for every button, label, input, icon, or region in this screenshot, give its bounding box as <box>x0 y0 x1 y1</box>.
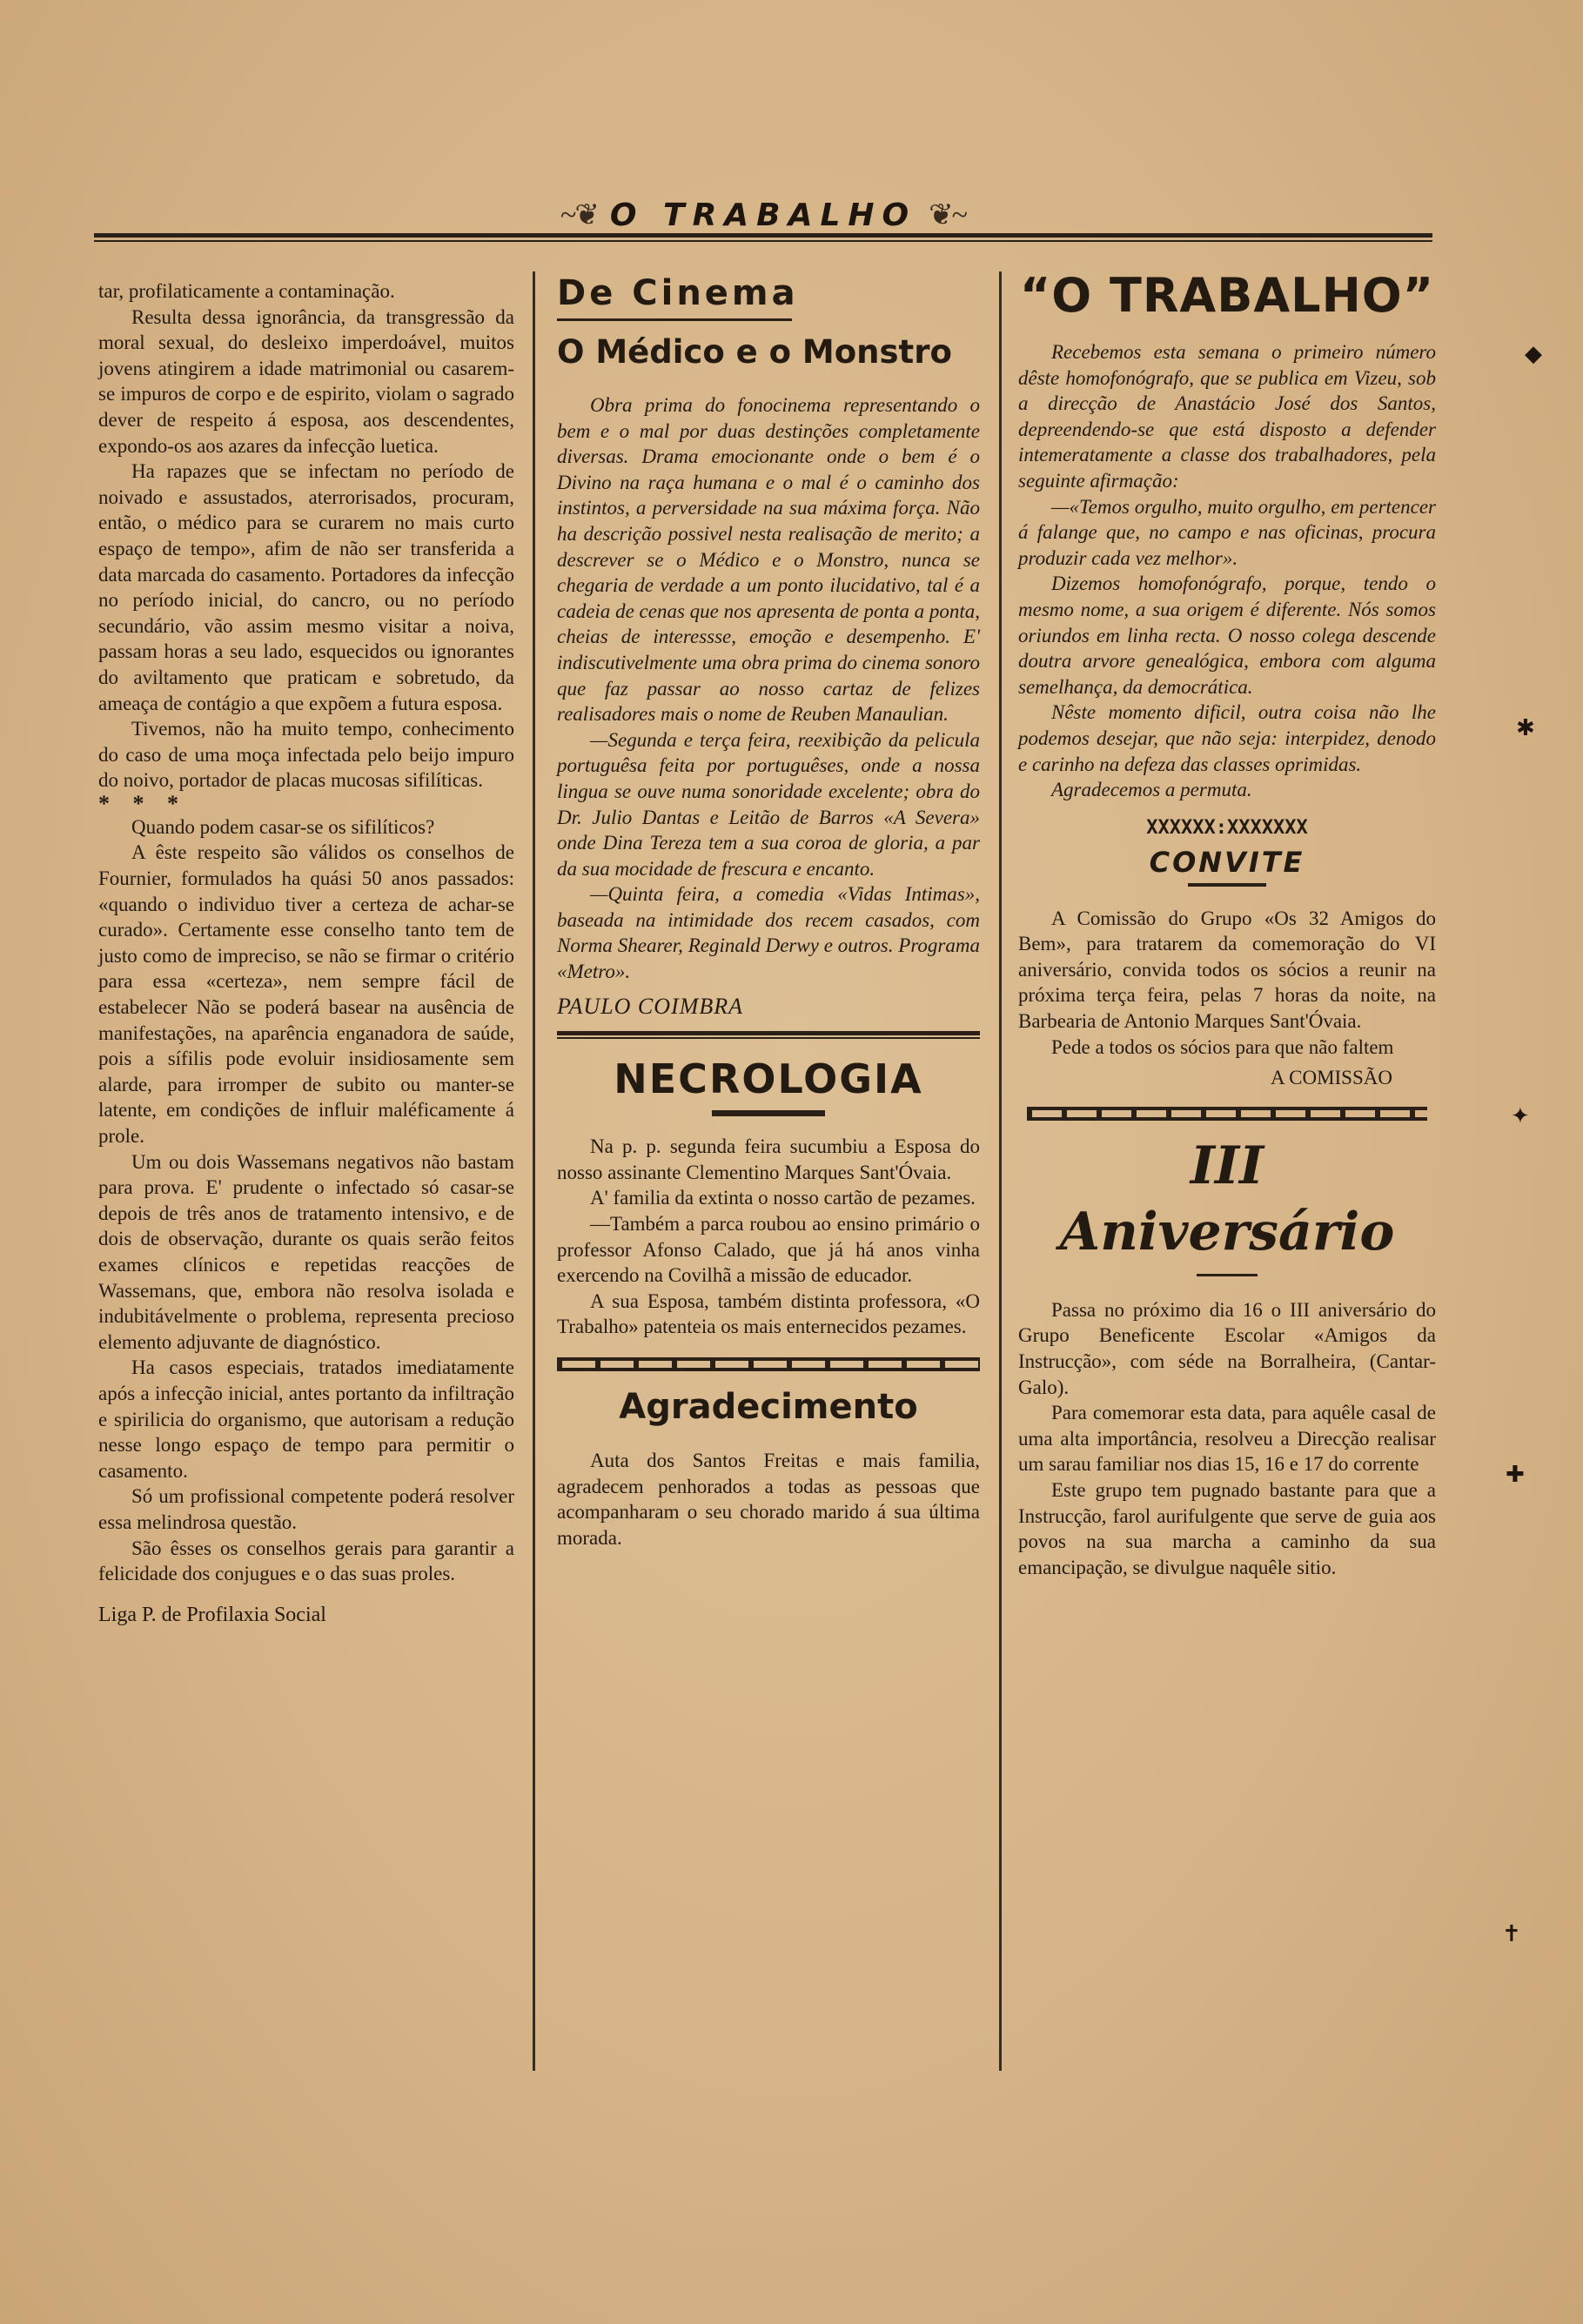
margin-mark-icon: ✦ <box>1511 1103 1530 1129</box>
paragraph: Só um profissional competente poderá resolver essa melindrosa questão. <box>98 1485 514 1533</box>
article-signature: PAULO COIMBRA <box>557 993 744 1019</box>
paragraph: Auta dos Santos Freitas e mais familia, agradecem penhorados a todas as pessoas que acompanharam o seu chorado marido á sua última morada. <box>557 1450 980 1549</box>
section-heading-cinema: De Cinema <box>557 273 799 313</box>
paragraph: Ha casos especiais, tratados imediatamente após a infecção inicial, antes portanto da infiltração e spirilicia do organismo, que autorisam a redução nesse longo espaço de tempo para permitir o casamento. <box>98 1356 514 1482</box>
paragraph: —Também a parca roubou ao ensino primário o professor Afonso Calado, que já há anos vinha exercendo na Covilhã a missão de educador. <box>557 1213 980 1287</box>
chain-ornament-rule <box>1027 1107 1427 1121</box>
margin-mark-icon: ✱ <box>1516 715 1535 741</box>
paragraph: São êsses os conselhos gerais para garantir a felicidade dos conjugues e o das suas proles. <box>98 1537 514 1585</box>
paragraph-question: Quando podem casar-se os sifilíticos? <box>131 815 435 838</box>
section-separator-stars: * * * <box>98 790 187 816</box>
masthead-rule <box>94 233 1432 238</box>
masthead <box>94 193 1432 237</box>
margin-mark-icon: ✝ <box>1502 1921 1521 1947</box>
paragraph: Dizemos homofonógrafo, porque, tendo o mesmo nome, a sua origem é diferente. Nós somos oriundos em linha recta. O nosso colega descende doutra arvore genealógica, embora com alguma semelhança, da democrática. <box>1018 573 1436 698</box>
column-cinema <box>557 273 980 1550</box>
paragraph: A êste respeito são válidos os conselhos de Fournier, formulados ha quási 50 anos passados: «quando o individuo tiver a certeza de achar-se curado». Certamente esse conselho tanto tem de justo como de impreciso, se não se firmar o critério para essa «certeza», nem sempre fácil de estabelecer Não se poderá basear na ausência de manifestações, na aparência enganadora de saúde, pois a sífilis pode evoluir insidiosamente sem alarde, para irromper de subito ou manter-se latente, em condições de influir maléficamente á prole. <box>98 841 514 1147</box>
paragraph: Resulta dessa ignorância, da transgressão da moral sexual, do desleixo imperdoável, muitos jovens atingirem a idade matrimonial ou casarem-se impuros de corpo e de espirito, violam o sagrado dever de respeito á esposa, aos descendentes, expondo-os aos azares da infecção luetica. <box>98 305 514 457</box>
paragraph: Nêste momento dificil, outra coisa não lhe podemos desejar, que não seja: interpidez, denodo e carinho na defeza das classes oprimidas. <box>1018 701 1436 775</box>
heading-bar <box>1197 1274 1258 1276</box>
convite-signature: A COMISSÃO <box>1271 1067 1392 1089</box>
paragraph: Obra prima do fonocinema representando o bem e o mal por duas destinções completamente diversas. Drama emocionante onde o bem é o Divino na raça humana e o mal é o caminho dos instintos, a perversidade na sua máxima força. Não ha descrição possivel nesta realisação de merito; a descrever se o Médico e o Monstro, nunca se chegaria de verdade a um ponto ilucidativo, tal é a cadeia de cenas que nos apresenta de ponta a ponta, cheias de interessse, emoção e desempenho. E' indiscutivelmente uma obra prima do cinema sonoro que faz passar ao nosso cartaz de felizes realisadores mais o nome de Reuben Manaulian. <box>557 394 980 726</box>
film-title: O Médico e o Monstro <box>557 333 952 371</box>
section-heading-agradecimento: Agradecimento <box>619 1387 918 1427</box>
margin-mark-icon: ✚ <box>1506 1462 1525 1488</box>
paragraph: Na p. p. segunda feira sucumbiu a Esposa do nosso assinante Clementino Marques Sant'Óvaia. <box>557 1135 980 1183</box>
section-heading-necrologia: NECROLOGIA <box>614 1055 923 1103</box>
section-rule <box>557 1031 980 1035</box>
paragraph: Um ou dois Wassemans negativos não bastam para prova. E' prudente o infectado só casar-se depois de três anos de tratamento intensivo, e de dois de observação, durante os quais serão feitos exames clínicos e repetidas reacções de Wassemans, que, embora não resolva isolada e indubitávelmente o problema, representa precioso elemento adjuvante de diagnóstico. <box>98 1150 514 1353</box>
paragraph: A sua Esposa, também distinta professora, «O Trabalho» patenteia os mais enternecidos pezames. <box>557 1289 980 1338</box>
article-signature: Liga P. de Profilaxia Social <box>98 1603 326 1626</box>
section-heading-o-trabalho: “O TRABALHO” <box>1019 268 1435 323</box>
paragraph: A' familia da extinta o nosso cartão de pezames. <box>590 1187 976 1209</box>
column-o-trabalho <box>1018 270 1436 1580</box>
right-ornament: ❦~ <box>929 199 967 231</box>
heading-bar <box>712 1110 825 1116</box>
paragraph: A Comissão do Grupo «Os 32 Amigos do Bem», para tratarem da comemoração do VI aniversário, convida todos os sócios a reunir na próxima terça feira, pelas 7 horas da noite, na Barbearia de Antonio Marques Sant'Óvaia. <box>1018 907 1436 1033</box>
section-heading-aniversario: III Aniversário <box>1059 1135 1395 1262</box>
column-profilaxia <box>98 278 514 1628</box>
heading-bar <box>1188 883 1266 887</box>
paragraph: Tivemos, não ha muito tempo, conhecimento do caso de uma moça infectada pelo beijo impuro do noivo, portador de placas mucosas sifilíticas. <box>98 718 514 792</box>
paragraph: Agradecemos a permuta. <box>1051 779 1252 801</box>
x-ornament-rule: XXXXXX:XXXXXXX <box>1146 816 1308 839</box>
paragraph: Para comemorar esta data, para aquêle casal de uma alta importância, resolveu a Direcção realisar um sarau familiar nos dias 15, 16 e 17 do corrente <box>1018 1402 1436 1476</box>
paragraph: Ha rapazes que se infectam no período de noivado e assustados, aterrorisados, procuram, então, o médico para se curarem no mais curto espaço de tempo», afim de não ser transferida a data marcada do casamento. Portadores da infecção no período inicial, do cancro, ou no período secundário, vão assim mesmo visitar a noiva, passam horas a seu lado, esquecidos ou ignorantes do aviltamento que praticam e sobretudo, da ameaça de contágio a que expõem a futura esposa. <box>98 460 514 714</box>
heading-underline <box>557 318 792 321</box>
paragraph: Este grupo tem pugnado bastante para que a Instrucção, farol aurifulgente que serve de guia aos povos na sua marcha a caminho da sua emancipação, se divulgue naquêle sitio. <box>1018 1479 1436 1578</box>
left-ornament: ~❦ <box>560 199 598 231</box>
paragraph: Pede a todos os sócios para que não faltem <box>1051 1035 1394 1058</box>
paragraph: —«Temos orgulho, muito orgulho, em pertencer á falange que, no campo e nas oficinas, procura produzir cada vez melhor». <box>1018 495 1436 569</box>
section-rule-thin <box>557 1037 980 1039</box>
masthead-rule-thin <box>94 240 1432 242</box>
section-heading-convite: CONVITE <box>1149 845 1305 879</box>
paragraph: tar, profilaticamente a contaminação. <box>98 280 395 302</box>
paragraph: Passa no próximo dia 16 o III aniversário do Grupo Beneficente Escolar «Amigos da Instrucção», com séde na Borralheira, (Cantar-Galo). <box>1018 1298 1436 1398</box>
masthead-title: O TRABALHO <box>609 197 917 233</box>
column-divider-2 <box>999 271 1002 2071</box>
chain-ornament-rule <box>557 1357 980 1371</box>
paragraph: —Segunda e terça feira, reexibição da pelicula portuguêsa feita por portuguêses, onde a nossa lingua se ouve numa sonoridade excelente; obra do Dr. Julio Dantas e Leitão de Barros «A Severa» onde Dina Tereza tem a sua coroa de gloria, a par da sua mocidade de frescura e encanto. <box>557 728 980 880</box>
margin-mark-icon: ◆ <box>1525 341 1542 367</box>
paragraph: —Quinta feira, a comedia «Vidas Intimas», baseada na intimidade dos recem casados, com Norma Shearer, Reginald Derwy e outros. Programa «Metro». <box>557 883 980 983</box>
paragraph: Recebemos esta semana o primeiro número dêste homofonógrafo, que se publica em Vizeu, sob a direcção de Anastácio José dos Santos, depreendendo-se que está disposto a defender intemeratamente a classe dos trabalhadores, pela seguinte afirmação: <box>1018 341 1436 492</box>
column-divider-1 <box>533 271 535 2071</box>
